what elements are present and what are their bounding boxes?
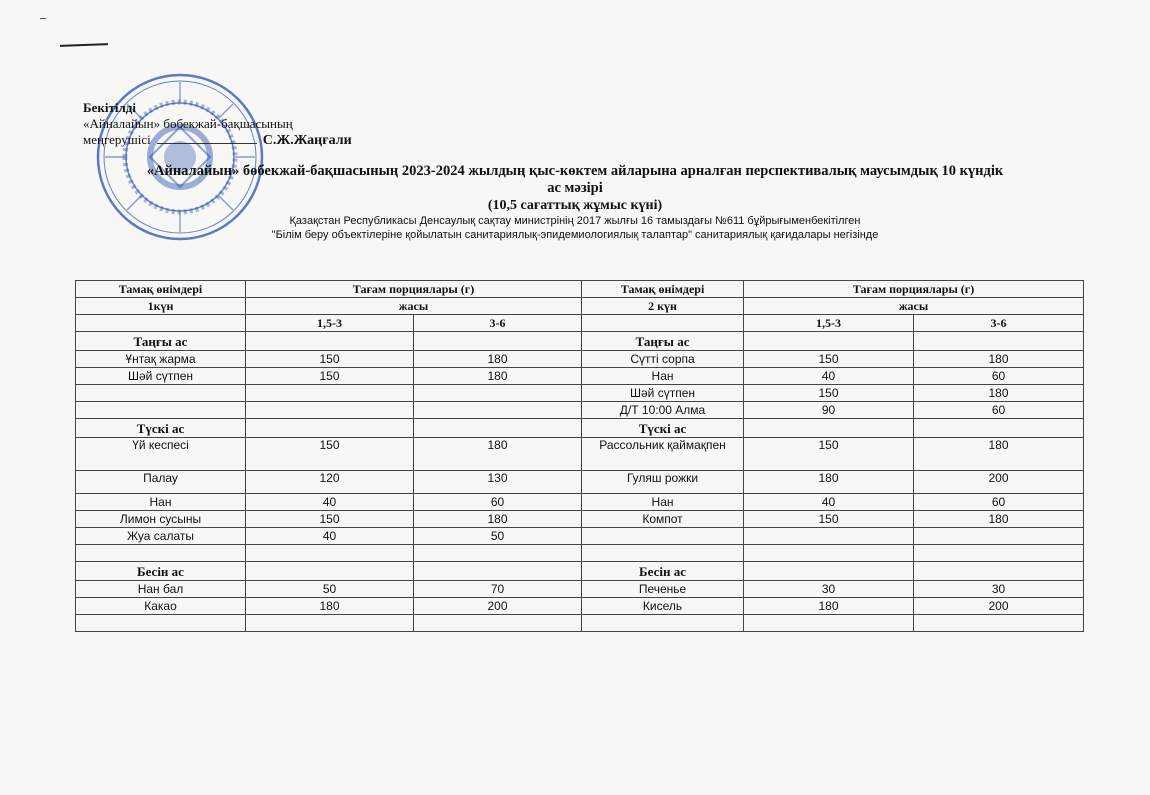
table-cell: Таңғы ас bbox=[76, 332, 246, 351]
age-label: жасы bbox=[744, 298, 1084, 315]
director-name: С.Ж.Жаңғали bbox=[262, 133, 352, 148]
table-cell bbox=[246, 562, 414, 581]
approval-block bbox=[83, 100, 352, 149]
table-cell: 50 bbox=[246, 581, 414, 598]
table-row bbox=[76, 545, 1084, 562]
table-cell: 40 bbox=[246, 528, 414, 545]
table-cell bbox=[414, 562, 582, 581]
table-cell bbox=[744, 332, 914, 351]
table-cell: 180 bbox=[744, 598, 914, 615]
column-header: Тамақ өнімдері bbox=[582, 281, 744, 298]
table-cell: 90 bbox=[744, 402, 914, 419]
table-cell: Кисель bbox=[582, 598, 744, 615]
table-cell bbox=[914, 545, 1084, 562]
reference-line-1: Қазақстан Республикасы Денсаулық сақтау министрінің 2017 жылғы 16 тамыздағы №611 бұйрығыменбекітілген bbox=[289, 215, 861, 227]
table-cell: 60 bbox=[914, 494, 1084, 511]
table-cell: Таңғы ас bbox=[582, 332, 744, 351]
document-title-cont: ас мәзірі bbox=[547, 180, 603, 196]
table-row bbox=[76, 581, 1084, 598]
table-cell: 40 bbox=[744, 494, 914, 511]
institution-line: «Айналайын» бөбекжай-бақшасының bbox=[83, 116, 293, 131]
table-cell: 70 bbox=[414, 581, 582, 598]
table-cell: 50 bbox=[414, 528, 582, 545]
table-cell: Гуляш рожки bbox=[582, 471, 744, 494]
table-row bbox=[76, 419, 1084, 438]
working-hours: (10,5 сағаттық жұмыс күні) bbox=[487, 198, 663, 213]
table-cell bbox=[582, 545, 744, 562]
table-cell: 180 bbox=[246, 598, 414, 615]
table-cell: 60 bbox=[914, 402, 1084, 419]
table-cell: Шәй сүтпен bbox=[76, 368, 246, 385]
age-group-label: 3-6 bbox=[914, 315, 1084, 332]
table-cell: 60 bbox=[914, 368, 1084, 385]
menu-table-body bbox=[76, 332, 1084, 632]
day-label: 1күн bbox=[76, 298, 246, 315]
table-cell bbox=[246, 385, 414, 402]
table-header-row bbox=[76, 281, 1084, 298]
table-cell: Палау bbox=[76, 471, 246, 494]
column-header: Тағам порциялары (г) bbox=[246, 281, 582, 298]
table-cell: Рассольник қаймақпен bbox=[582, 438, 744, 471]
approved-label: Бекітілді bbox=[83, 100, 136, 115]
table-cell bbox=[76, 402, 246, 419]
column-header: Тағам порциялары (г) bbox=[744, 281, 1084, 298]
table-cell bbox=[246, 402, 414, 419]
table-cell bbox=[582, 315, 744, 332]
menu-table bbox=[75, 280, 1084, 632]
table-cell: 150 bbox=[246, 438, 414, 471]
table-cell bbox=[414, 545, 582, 562]
table-cell: 200 bbox=[914, 471, 1084, 494]
table-cell: 150 bbox=[744, 511, 914, 528]
table-cell bbox=[246, 545, 414, 562]
table-cell: 150 bbox=[744, 385, 914, 402]
table-cell: 180 bbox=[414, 351, 582, 368]
table-cell: Нан бал bbox=[76, 581, 246, 598]
table-cell: Ұнтақ жарма bbox=[76, 351, 246, 368]
signature-line bbox=[83, 132, 352, 149]
table-cell bbox=[76, 615, 246, 632]
table-row bbox=[76, 402, 1084, 419]
table-row bbox=[76, 494, 1084, 511]
document-title-block bbox=[70, 163, 1080, 242]
table-cell bbox=[914, 528, 1084, 545]
table-cell: 180 bbox=[414, 511, 582, 528]
table-cell bbox=[744, 545, 914, 562]
table-cell: 120 bbox=[246, 471, 414, 494]
table-cell: 30 bbox=[744, 581, 914, 598]
table-cell: 150 bbox=[246, 351, 414, 368]
table-cell: Нан bbox=[582, 494, 744, 511]
day-label: 2 күн bbox=[582, 298, 744, 315]
table-cell bbox=[414, 385, 582, 402]
table-cell bbox=[914, 332, 1084, 351]
document-title: «Айналайын» бөбекжай-бақшасының 2023-2024 жылдың қыс-көктем айларына арналған перспективалық маусымдық 10 күндік bbox=[146, 163, 1004, 179]
table-row bbox=[76, 351, 1084, 368]
table-cell: 150 bbox=[246, 511, 414, 528]
table-header-row bbox=[76, 315, 1084, 332]
column-header: Тамақ өнімдері bbox=[76, 281, 246, 298]
reference-line-2: "Білім беру объектілеріне қойылатын санитариялық-эпидемиологиялық талаптар" санитариялық қағидалары негізінде bbox=[271, 229, 879, 241]
table-cell: 180 bbox=[414, 438, 582, 471]
table-cell: 30 bbox=[914, 581, 1084, 598]
table-cell: Лимон сусыны bbox=[76, 511, 246, 528]
table-cell: Нан bbox=[582, 368, 744, 385]
table-cell: 200 bbox=[414, 598, 582, 615]
table-row bbox=[76, 615, 1084, 632]
table-cell: Үй кеспесі bbox=[76, 438, 246, 471]
table-cell: Бесін ас bbox=[582, 562, 744, 581]
table-cell: Печенье bbox=[582, 581, 744, 598]
table-row bbox=[76, 528, 1084, 545]
age-label: жасы bbox=[246, 298, 582, 315]
table-cell bbox=[76, 385, 246, 402]
table-cell: 180 bbox=[914, 438, 1084, 471]
age-group-label: 1,5-3 bbox=[246, 315, 414, 332]
table-cell: Компот bbox=[582, 511, 744, 528]
table-cell: 180 bbox=[914, 351, 1084, 368]
scan-mark bbox=[60, 43, 108, 47]
table-cell: Шәй сүтпен bbox=[582, 385, 744, 402]
table-row bbox=[76, 598, 1084, 615]
table-row bbox=[76, 511, 1084, 528]
signature-blank bbox=[157, 143, 257, 144]
table-cell bbox=[76, 545, 246, 562]
table-row bbox=[76, 385, 1084, 402]
table-row bbox=[76, 562, 1084, 581]
table-cell: Түскі ас bbox=[582, 419, 744, 438]
table-cell: Бесін ас bbox=[76, 562, 246, 581]
table-cell bbox=[414, 402, 582, 419]
table-cell bbox=[744, 615, 914, 632]
table-row bbox=[76, 471, 1084, 494]
table-cell bbox=[246, 419, 414, 438]
table-cell bbox=[744, 419, 914, 438]
director-label: меңгерушісі bbox=[83, 132, 151, 147]
table-cell: 200 bbox=[914, 598, 1084, 615]
table-cell bbox=[582, 615, 744, 632]
table-cell: Түскі ас bbox=[76, 419, 246, 438]
table-cell bbox=[414, 615, 582, 632]
table-cell: Сүтті сорпа bbox=[582, 351, 744, 368]
table-row bbox=[76, 438, 1084, 471]
table-cell: 180 bbox=[914, 385, 1084, 402]
table-row bbox=[76, 332, 1084, 351]
table-cell: 180 bbox=[744, 471, 914, 494]
table-cell: 60 bbox=[414, 494, 582, 511]
table-cell bbox=[914, 615, 1084, 632]
age-group-label: 3-6 bbox=[414, 315, 582, 332]
table-cell: 130 bbox=[414, 471, 582, 494]
table-cell bbox=[582, 528, 744, 545]
table-cell bbox=[76, 315, 246, 332]
table-row bbox=[76, 368, 1084, 385]
table-cell bbox=[914, 419, 1084, 438]
table-cell bbox=[914, 562, 1084, 581]
table-cell: Жуа салаты bbox=[76, 528, 246, 545]
table-cell: 150 bbox=[744, 438, 914, 471]
table-cell bbox=[246, 332, 414, 351]
table-cell: 150 bbox=[744, 351, 914, 368]
table-cell: 150 bbox=[246, 368, 414, 385]
table-cell bbox=[246, 615, 414, 632]
table-cell: Нан bbox=[76, 494, 246, 511]
table-cell bbox=[414, 332, 582, 351]
table-cell bbox=[744, 562, 914, 581]
table-cell bbox=[744, 528, 914, 545]
table-cell: Д/Т 10:00 Алма bbox=[582, 402, 744, 419]
table-header-row bbox=[76, 298, 1084, 315]
table-cell: Какао bbox=[76, 598, 246, 615]
table-cell: 40 bbox=[246, 494, 414, 511]
table-cell: 180 bbox=[914, 511, 1084, 528]
scan-mark bbox=[40, 18, 46, 19]
table-cell: 180 bbox=[414, 368, 582, 385]
age-group-label: 1,5-3 bbox=[744, 315, 914, 332]
table-cell bbox=[414, 419, 582, 438]
table-cell: 40 bbox=[744, 368, 914, 385]
